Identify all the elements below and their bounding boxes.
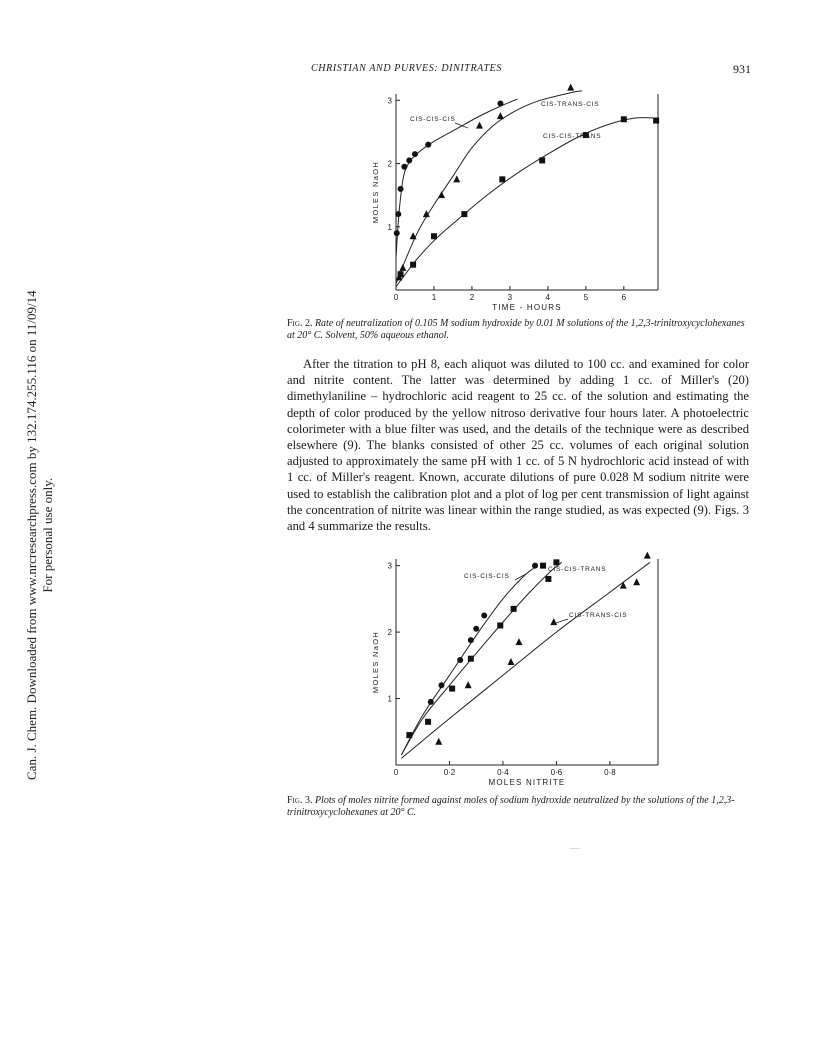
- series-curve: [401, 562, 650, 758]
- curve-label: CIS-CIS-CIS: [410, 116, 456, 123]
- curve-label: CIS-TRANS-CIS: [541, 101, 600, 108]
- data-point: [395, 211, 401, 217]
- data-point: [621, 116, 627, 122]
- data-point: [481, 612, 487, 618]
- data-point: [468, 637, 474, 643]
- data-point: [412, 151, 418, 157]
- x-axis-label: TIME - HOURS: [492, 303, 562, 312]
- data-point: [461, 211, 467, 217]
- data-point: [515, 638, 522, 645]
- data-point: [465, 681, 472, 688]
- figure-2-caption-label: Fig. 2.: [287, 318, 313, 329]
- figure-3-svg: [358, 557, 668, 795]
- data-point: [425, 142, 431, 148]
- x-tick-label: 2: [469, 293, 475, 302]
- data-point: [644, 552, 651, 559]
- y-tick-label: 3: [387, 561, 392, 571]
- figure-2-svg: [358, 92, 668, 314]
- data-point: [398, 271, 404, 277]
- data-point: [473, 626, 479, 632]
- y-tick-label: 1: [387, 222, 392, 232]
- figure-2-chart: [358, 92, 668, 314]
- data-point: [438, 191, 445, 198]
- curve-label-leader: [556, 619, 568, 623]
- data-point: [567, 84, 574, 91]
- y-axis-label: MOLES NaOH: [371, 630, 380, 694]
- figure-2-caption-text: Rate of neutralization of 0.105 M sodium hydroxide by 0.01 M solutions of the 1,2,3-trinitroxycyclohexanes at 20° C. Solvent, 50% aqueous ethanol.: [287, 318, 745, 341]
- body-paragraph: After the titration to pH 8, each aliquot was diluted to 100 cc. and examined for color and nitrite content. The latter was determined by adding 1 cc. of Miller's (20) dimethylaniline – hydrochloric acid reagent to 25 cc. of the solution and estimating the depth of color produced by the yellow nitroso derivative four hours later. A photoelectric colorimeter with a blue filter was used, and the details of the technique were as described elsewhere (9). The blanks consisted of other 25 cc. volumes of each original solution adjusted to approximately the same pH with 1 cc. of 5 N hydrochloric acid instead of with 1 cc. of Miller's reagent. Known, accurate dilutions of pure 0.028 M sodium nitrite were used to establish the calibration plot and a plot of log per cent transmission of light against the concentration of nitrite was linear within the range studied, as was expected (9). Figs. 3 and 4 summarize the results.: [287, 357, 749, 534]
- figure-2-caption: [287, 318, 749, 342]
- x-tick-label: 4: [545, 293, 551, 302]
- x-tick-label: 6: [621, 293, 627, 302]
- data-point: [540, 563, 546, 569]
- running-title: CHRISTIAN AND PURVES: DINITRATES: [311, 63, 502, 74]
- data-point: [468, 656, 474, 662]
- x-tick-label: 0: [393, 768, 399, 777]
- page-number: 931: [733, 62, 751, 76]
- figure-3-caption: [287, 795, 749, 819]
- data-point: [550, 618, 557, 625]
- data-point: [398, 186, 404, 192]
- figure-3-caption-label: Fig. 3.: [287, 795, 313, 806]
- data-point: [401, 164, 407, 170]
- data-point: [410, 262, 416, 268]
- x-tick-label: 3: [507, 293, 513, 302]
- data-point: [653, 118, 659, 124]
- curve-label: CIS-CIS-TRANS: [543, 133, 602, 140]
- data-point: [545, 576, 551, 582]
- data-point: [620, 582, 627, 589]
- data-point: [438, 682, 444, 688]
- data-point: [425, 719, 431, 725]
- series-curve: [401, 562, 561, 755]
- x-tick-label: 0: [393, 293, 399, 302]
- x-tick-label: 0·6: [550, 768, 563, 777]
- x-tick-label: 0·2: [443, 768, 456, 777]
- data-point: [499, 176, 505, 182]
- y-tick-label: 3: [387, 96, 392, 106]
- x-tick-label: 1: [431, 293, 437, 302]
- data-point: [453, 175, 460, 182]
- data-point: [435, 738, 442, 745]
- y-axis-label: MOLES NaOH: [371, 160, 380, 224]
- data-point: [394, 230, 400, 236]
- x-axis-label: MOLES NITRITE: [488, 778, 566, 787]
- watermark-line-1: Can. J. Chem. Downloaded from www.nrcresearchpress.com by 132.174.255.116 on 11/09/14: [24, 290, 39, 780]
- data-point: [431, 233, 437, 239]
- data-point: [633, 578, 640, 585]
- data-point: [406, 732, 412, 738]
- data-point: [457, 657, 463, 663]
- y-tick-label: 1: [387, 694, 392, 704]
- curve-label: CIS-CIS-CIS: [464, 573, 510, 580]
- figure-3-chart: [358, 557, 668, 795]
- data-point: [497, 622, 503, 628]
- data-point: [507, 658, 514, 665]
- data-point: [497, 112, 504, 119]
- data-point: [539, 157, 545, 163]
- y-tick-label: 2: [387, 159, 392, 169]
- scan-artifact: —: [570, 843, 580, 854]
- curve-label: CIS-TRANS-CIS: [569, 612, 628, 619]
- figure-3-caption-text: Plots of moles nitrite formed against moles of sodium hydroxide neutralized by the solutions of the 1,2,3-trinitroxycyclohexanes at 20° C.: [287, 795, 735, 818]
- x-tick-label: 0·8: [604, 768, 616, 777]
- y-tick-label: 2: [387, 628, 392, 638]
- data-point: [511, 606, 517, 612]
- data-point: [476, 122, 483, 129]
- data-point: [399, 264, 406, 271]
- x-tick-label: 0·4: [497, 768, 509, 777]
- data-point: [532, 563, 538, 569]
- download-watermark: [24, 290, 56, 780]
- data-point: [553, 559, 559, 565]
- watermark-line-2: For personal use only.: [40, 477, 55, 593]
- data-point: [428, 699, 434, 705]
- curve-label: CIS-CIS-TRANS: [548, 566, 607, 573]
- data-point: [449, 686, 455, 692]
- x-tick-label: 5: [583, 293, 589, 302]
- data-point: [406, 157, 412, 163]
- data-point: [497, 100, 503, 106]
